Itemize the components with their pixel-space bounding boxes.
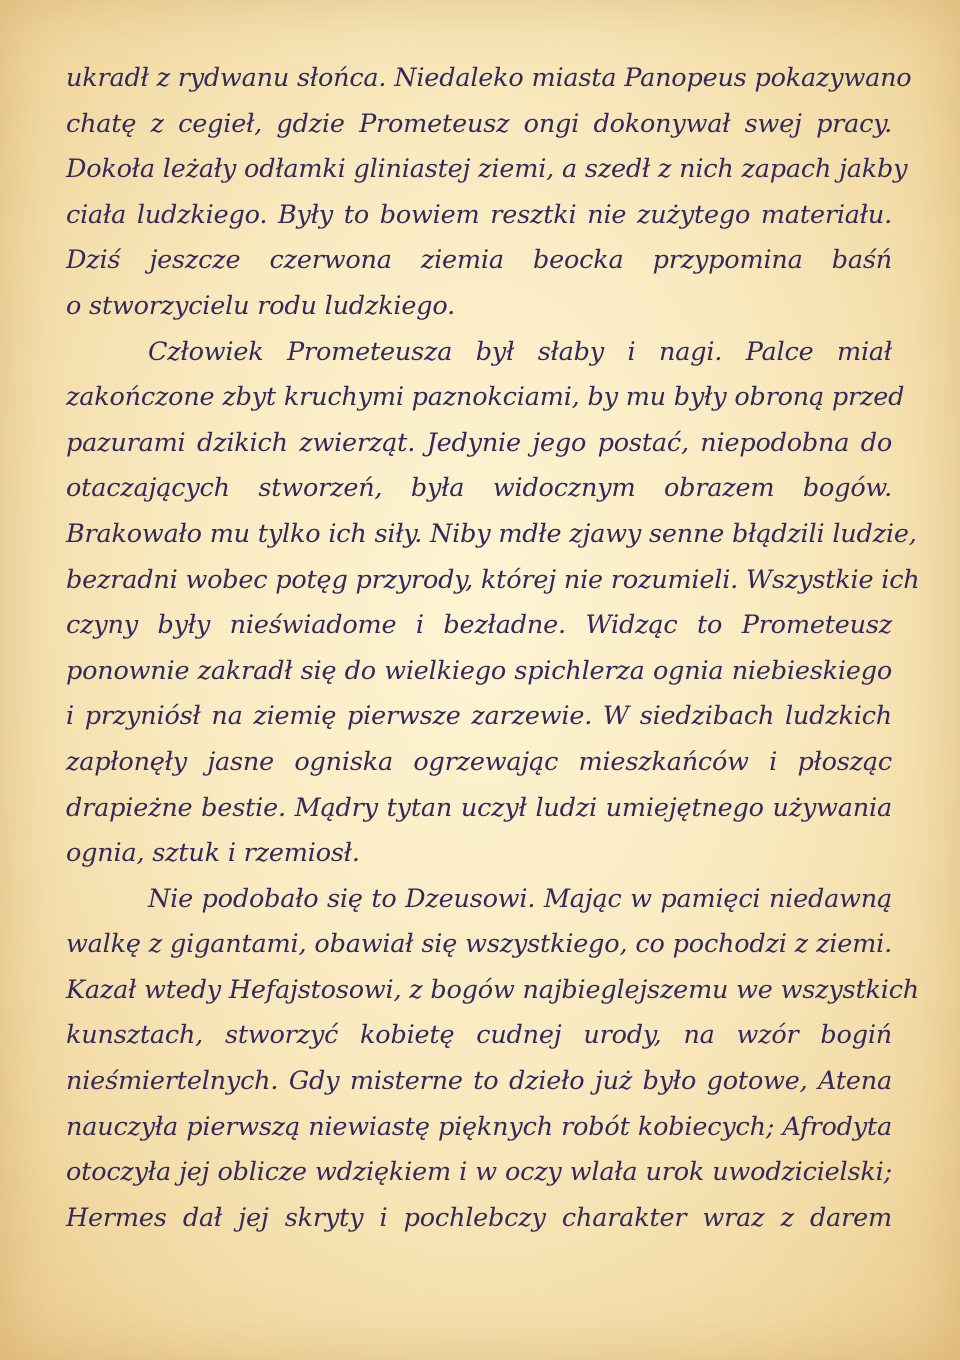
text-line: zapłonęły jasne ogniska ogrzewając mieszkańców i płosząc bbox=[66, 746, 892, 777]
paragraph-start-line: Nie podobało się to Dzeusowi. Mając w pamięci niedawną bbox=[148, 883, 892, 914]
text-line: Brakowało mu tylko ich siły. Niby mdłe zjawy senne błądzili ludzie, bbox=[66, 518, 917, 549]
text-line: chatę z cegieł, gdzie Prometeusz ongi dokonywał swej pracy. bbox=[66, 108, 892, 139]
text-line: bezradni wobec potęg przyrody, której nie rozumieli. Wszystkie ich bbox=[66, 564, 920, 595]
text-line: pazurami dzikich zwierząt. Jedynie jego postać, niepodobna do bbox=[66, 427, 892, 458]
text-line: kunsztach, stworzyć kobietę cudnej urody, na wzór bogiń bbox=[66, 1020, 892, 1051]
body-text bbox=[66, 56, 920, 1241]
text-line: Dziś jeszcze czerwona ziemia beocka przypomina baśń bbox=[66, 245, 892, 276]
text-line: otoczyła jej oblicze wdziękiem i w oczy wlała urok uwodzicielski; bbox=[66, 1157, 892, 1188]
text-line: nieśmiertelnych. Gdy misterne to dzieło już było gotowe, Atena bbox=[66, 1066, 892, 1097]
text-line: nauczyła pierwszą niewiastę pięknych robót kobiecych; Afrodyta bbox=[66, 1111, 892, 1142]
text-line: Kazał wtedy Hefajstosowi, z bogów najbieglejszemu we wszystkich bbox=[66, 974, 920, 1005]
text-line: drapieżne bestie. Mądry tytan uczył ludzi umiejętnego używania bbox=[66, 792, 892, 823]
text-line: o stworzycielu rodu ludzkiego. bbox=[66, 290, 455, 321]
text-line: czyny były nieświadome i bezładne. Widząc to Prometeusz bbox=[66, 610, 892, 641]
text-line: Dokoła leżały odłamki gliniastej ziemi, a szedł z nich zapach jakby bbox=[66, 154, 908, 185]
paragraph-start-line: Człowiek Prometeusza był słaby i nagi. Palce miał bbox=[148, 336, 892, 367]
text-line: zakończone zbyt kruchymi paznokciami, by mu były obroną przed bbox=[66, 382, 905, 413]
text-line: otaczających stworzeń, była widocznym obrazem bogów. bbox=[66, 473, 892, 504]
text-line: Hermes dał jej skryty i pochlebczy charakter wraz z darem bbox=[66, 1202, 892, 1233]
text-line: i przyniósł na ziemię pierwsze zarzewie. W siedzibach ludzkich bbox=[66, 701, 892, 732]
text-line: ognia, sztuk i rzemiosł. bbox=[66, 838, 360, 869]
text-line: ciała ludzkiego. Były to bowiem resztki nie zużytego materiału. bbox=[66, 199, 892, 230]
text-line: ponownie zakradł się do wielkiego spichlerza ognia niebieskiego bbox=[66, 655, 892, 686]
text-line: walkę z gigantami, obawiał się wszystkiego, co pochodzi z ziemi. bbox=[66, 929, 892, 960]
text-line: ukradł z rydwanu słońca. Niedaleko miasta Panopeus pokazywano bbox=[66, 63, 912, 93]
